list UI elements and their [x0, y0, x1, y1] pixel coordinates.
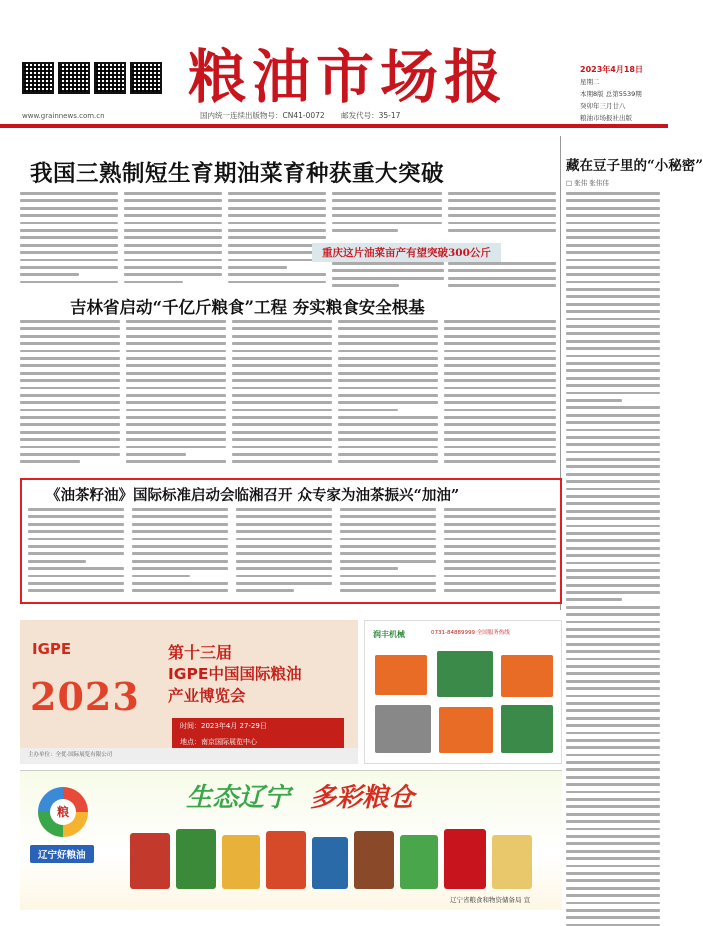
product-image [492, 835, 532, 889]
cn-code: 国内统一连续出版物号：CN41-0072 [200, 111, 325, 120]
machine-image [375, 705, 431, 753]
masthead [0, 0, 668, 136]
sidebar-headline[interactable]: 藏在豆子里的“小秘密” [566, 158, 703, 174]
article-body [338, 320, 438, 470]
tea-oil-headline[interactable]: 《油茶籽油》国际标准启动会临湘召开 众专家为油茶振兴“加油” [46, 487, 460, 504]
qr-code-icon[interactable] [94, 62, 126, 94]
machine-image [439, 707, 493, 753]
product-image [444, 829, 486, 889]
expo-year: 2023 [30, 674, 140, 719]
masthead-rule [0, 124, 668, 128]
machine-image [501, 655, 553, 697]
article-body [28, 508, 124, 600]
expo-name-2: 产业博览会 [168, 687, 246, 705]
date-block [580, 64, 664, 124]
qr-code-icon[interactable] [58, 62, 90, 94]
machinery-brand: 润丰机械 [373, 630, 405, 639]
article-body [448, 192, 556, 238]
product-image [176, 829, 216, 889]
machinery-ad[interactable] [364, 620, 562, 764]
expo-place: 地点：南京国际展览中心 [172, 734, 344, 750]
product-image [266, 831, 306, 889]
machinery-hotline: 0731-84889999 全国服务热线 [431, 630, 510, 636]
product-image [354, 831, 394, 889]
article-body [20, 320, 120, 470]
article-body [444, 320, 556, 470]
article-body [228, 192, 326, 288]
article-body [444, 508, 556, 600]
main-headline[interactable]: 我国三熟制短生育期油菜育种获重大突破 [30, 161, 445, 187]
jilin-headline[interactable]: 吉林省启动“千亿斤粮食”工程 夯实粮食安全根基 [70, 298, 425, 317]
article-body [232, 320, 332, 470]
qr-code-icon[interactable] [22, 62, 54, 94]
igpe-expo-ad[interactable] [20, 620, 358, 764]
article-body [332, 192, 442, 238]
article-body [20, 192, 118, 288]
sub-headline[interactable]: 重庆这片油菜亩产有望突破300公斤 [312, 243, 501, 262]
article-body [236, 508, 332, 600]
article-body [448, 262, 556, 292]
publication-codes [200, 110, 414, 121]
site-url[interactable]: www.grainnews.com.cn [22, 112, 105, 120]
qr-code-icon[interactable] [130, 62, 162, 94]
weekday: 星期二 [580, 78, 600, 86]
product-image [130, 833, 170, 889]
liaoning-brand: 辽宁好粮油 [30, 845, 94, 863]
product-image [222, 835, 260, 889]
issue-date: 2023年4月18日 [580, 65, 643, 74]
expo-time: 时间：2023年4月 27-29日 [172, 718, 344, 734]
product-image [312, 837, 348, 889]
expo-edition: 第十三届 [168, 643, 233, 662]
liaoning-grain-ad[interactable] [20, 770, 562, 910]
publisher: 粮油市场报社出版 [580, 114, 632, 122]
product-image [400, 835, 438, 889]
igpe-logo: IGPE [32, 640, 72, 658]
slogan-red: 多彩粮仓 [310, 783, 415, 813]
slogan-green: 生态辽宁 [186, 783, 291, 813]
post-code: 邮发代号：35-17 [341, 111, 401, 120]
machine-image [501, 705, 553, 753]
newspaper-title: 粮油市场报 [188, 43, 509, 111]
sidebar-body [566, 192, 660, 906]
machine-image [375, 655, 427, 695]
lunar-date: 癸卯年三月廿八 [580, 102, 626, 110]
article-body [126, 320, 226, 470]
machine-image [437, 651, 493, 697]
article-body [124, 192, 222, 288]
expo-organizer: 主办单位：全优·国际展览有限公司 [20, 748, 358, 764]
sidebar-byline: □ 张伟 张伟伟 [566, 179, 609, 187]
article-body [132, 508, 228, 600]
article-body [332, 262, 444, 292]
article-body [340, 508, 436, 600]
expo-name: IGPE中国国际粮油 [168, 665, 302, 683]
liaoning-sponsor: 辽宁省粮食和物资储备局 宣 [450, 896, 531, 904]
issue-number: 本期8版 总第5539期 [580, 90, 642, 98]
liaoning-logo-center: 粮 [50, 799, 76, 825]
